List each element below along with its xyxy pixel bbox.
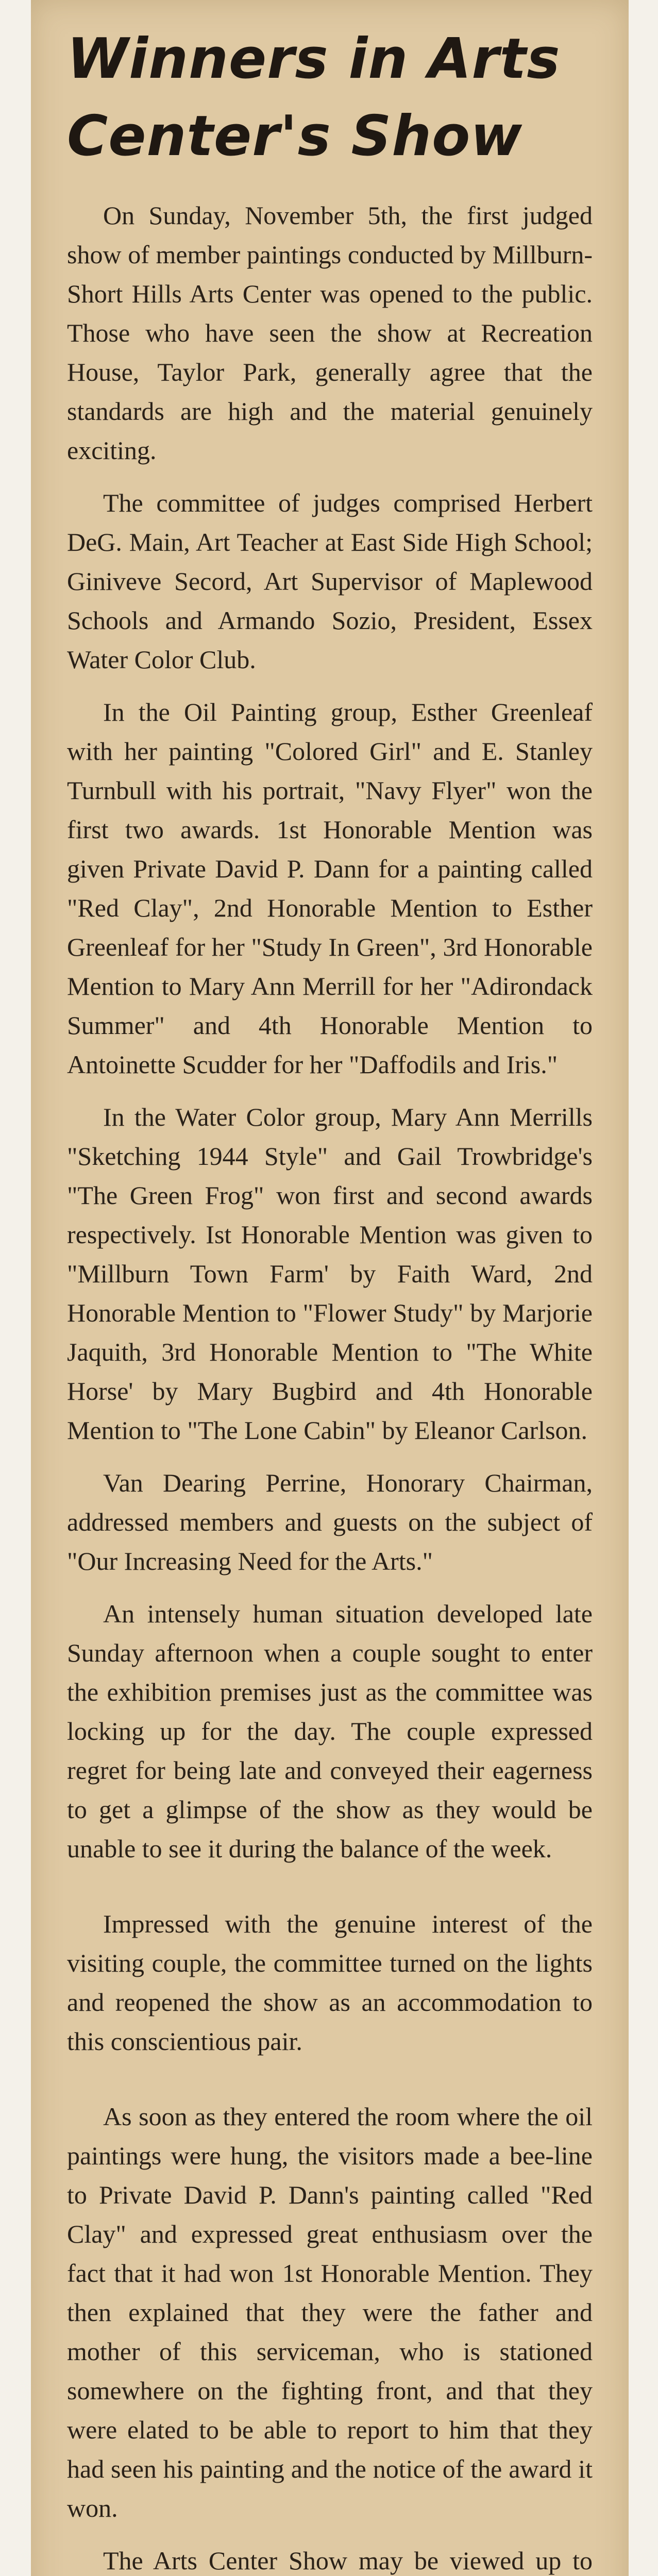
headline <box>67 21 593 175</box>
headline-line-2: Center's Show <box>67 104 523 168</box>
article-paragraph: In the Oil Painting group, Esther Greenleaf with her painting "Colored Girl" and E. Stanley Turnbull with his portrait, "Navy Flyer" won the first two awards. 1st Honorable Mention was given Private David P. Dann for a painting called "Red Clay", 2nd Honorable Mention to Esther Greenleaf for her "Study In Green", 3rd Honorable Mention to Mary Ann Merrill for her "Adirondack Summer" and 4th Honorable Mention to Antoinette Scudder for her "Daffodils and Iris." <box>67 698 593 1079</box>
article-paragraph: The Arts Center Show may be viewed up to <box>103 2546 593 2575</box>
article-paragraph: Van Dearing Perrine, Honorary Chairman, addressed members and guests on the subject of "Our Increasing Need for the Arts." <box>67 1468 593 1575</box>
newspaper-clipping <box>31 0 629 2576</box>
article-paragraph: Impressed with the genuine interest of the visiting couple, the committee turned on the lights and reopened the show as an accommodation to this conscientious pair. <box>67 1909 593 2056</box>
article-paragraph: As soon as they entered the room where the oil paintings were hung, the visitors made a bee-line to Private David P. Dann's painting called "Red Clay" and expressed great enthusiasm over the fact that it had won 1st Honorable Mention. They then explained that they were the father and mother of this serviceman, who is stationed somewhere on the fighting front, and that they were elated to be able to report to him that they had seen his painting and the notice of the award it won. <box>67 2102 593 2522</box>
article-paragraph: The committee of judges comprised Herbert DeG. Main, Art Teacher at East Side High School; Giniveve Secord, Art Supervisor of Maplewood Schools and Armando Sozio, President, Essex Water Color Club. <box>67 488 593 674</box>
article-paragraph: In the Water Color group, Mary Ann Merrills "Sketching 1944 Style" and Gail Trowbridge's "The Green Frog" won first and second awards respectively. Ist Honorable Mention was given to "Millburn Town Farm' by Faith Ward, 2nd Honorable Mention to "Flower Study" by Marjorie Jaquith, 3rd Honorable Mention to "The White Horse' by Mary Bugbird and 4th Honorable Mention to "The Lone Cabin" by Eleanor Carlson. <box>67 1103 593 1445</box>
article-paragraph: An intensely human situation developed late Sunday afternoon when a couple sought to enter the exhibition premises just as the committee was locking up for the day. The couple expressed regret for being late and conveyed their eagerness to get a glimpse of the show as they would be unable to see it during the balance of the week. <box>67 1599 593 1863</box>
headline-line-1: Winners in Arts <box>67 27 561 91</box>
article-paragraph: On Sunday, November 5th, the first judged show of member paintings conducted by Millburn-Short Hills Arts Center was opened to the public. Those who have seen the show at Recreation House, Taylor Park, generally agree that the standards are high and the material genuinely exciting. <box>67 201 593 465</box>
